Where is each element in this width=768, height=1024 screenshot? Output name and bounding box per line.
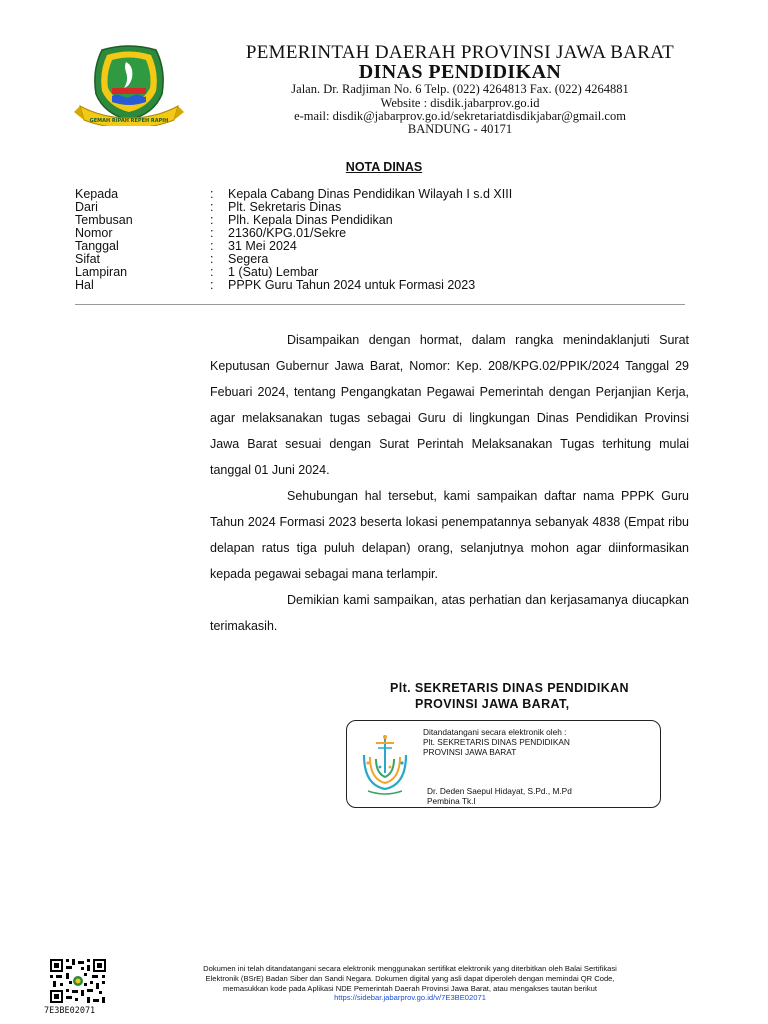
header-email: e-mail: disdik@jabarprov.go.id/sekretariatdisdikjabar@gmail.com	[294, 109, 626, 123]
header-city: BANDUNG - 40171	[407, 122, 513, 136]
verification-link[interactable]: https://sidebar.jabarprov.go.id/v/7E3BE02071	[334, 993, 486, 1002]
qr-code-id: 7E3BE02071	[44, 1006, 96, 1016]
header-address: Jalan. Dr. Radjiman No. 6 Telp. (022) 4264813 Fax. (022) 4264881	[291, 82, 629, 96]
field-value: Segera	[228, 252, 269, 266]
signatory-rank: Pembina Tk.I	[427, 796, 476, 806]
field-separator: :	[210, 278, 214, 292]
header-organization: PEMERINTAH DAERAH PROVINSI JAWA BARAT	[245, 42, 675, 63]
field-value: Plh. Kepala Dinas Pendidikan	[228, 213, 393, 227]
signature-title-line1: Plt. SEKRETARIS DINAS PENDIDIKAN	[390, 681, 629, 695]
body-paragraph-2: Sehubungan hal tersebut, kami sampaikan daftar nama PPPK Guru Tahun 2024 Formasi 2023 beserta lokasi penempatannya sebanyak 4838 (Empat ribu delapan ratus tiga puluh delapan) orang, selanjutnya mohon agar diinformasikan kepada pegawai sebagai mana terlampir.	[210, 489, 689, 581]
field-label: Tembusan	[75, 213, 133, 227]
signature-signed-by: Ditandatangani secara elektronik oleh :	[423, 727, 567, 737]
field-label: Nomor	[75, 226, 113, 240]
signatory-name: Dr. Deden Saepul Hidayat, S.Pd., M.Pd	[427, 786, 572, 796]
field-label: Tanggal	[75, 239, 119, 253]
field-value: PPPK Guru Tahun 2024 untuk Formasi 2023	[228, 278, 476, 292]
field-label: Sifat	[75, 252, 101, 266]
signature-position-line1: Plt. SEKRETARIS DINAS PENDIDIKAN	[423, 737, 570, 747]
field-separator: :	[210, 187, 214, 201]
signature-title-line2: PROVINSI JAWA BARAT,	[415, 697, 570, 711]
signature-position-line2: PROVINSI JAWA BARAT	[423, 747, 517, 757]
field-separator: :	[210, 252, 214, 266]
header-divider	[75, 304, 685, 305]
header-department: DINAS PENDIDIKAN	[358, 61, 562, 83]
field-label: Hal	[75, 278, 94, 292]
field-separator: :	[210, 200, 214, 214]
footer-disclaimer-line2: Elektronik (BSrE) Badan Siber dan Sandi Negara. Dokumen digital yang asli dapat diperoleh dengan memindai QR Code,	[205, 974, 615, 983]
footer-disclaimer-line1: Dokumen ini telah ditandatangani secara elektronik menggunakan sertifikat elektronik yang diterbitkan oleh Balai Sertifikasi	[203, 964, 617, 973]
field-value: 1 (Satu) Lembar	[228, 265, 319, 279]
field-value: 31 Mei 2024	[228, 239, 297, 253]
field-value: 21360/KPG.01/Sekre	[228, 226, 347, 240]
field-value: Plt. Sekretaris Dinas	[228, 200, 342, 214]
memo-title: NOTA DINAS	[345, 160, 423, 174]
west-java-coat-of-arms-icon	[74, 44, 184, 126]
field-separator: :	[210, 265, 214, 279]
field-separator: :	[210, 239, 214, 253]
logo-motto: GEMAH RIPAH REPEH RAPIH	[89, 118, 169, 124]
field-separator: :	[210, 226, 214, 240]
field-label: Lampiran	[75, 265, 128, 279]
bsre-logo-icon	[358, 733, 413, 798]
field-label: Dari	[75, 200, 98, 214]
footer-disclaimer-line3: memasukkan kode pada Aplikasi NDE Pemerintah Daerah Provinsi Jawa Barat, atau mengakses tautan berikut	[223, 984, 597, 993]
header-website: Website : disdik.jabarprov.go.id	[380, 96, 540, 110]
field-separator: :	[210, 213, 214, 227]
body-paragraph-1: Disampaikan dengan hormat, dalam rangka menindaklanjuti Surat Keputusan Gubernur Jawa Barat, Nomor: Kep. 208/KPG.02/PPIK/2024 Tanggal 29 Febuari 2024, tentang Pengangkatan Pegawai Pemerintah dengan Perjanjian Kerja, agar melaksanakan tugas sebagai Guru di lingkungan Dinas Pendidikan Provinsi Jawa Barat sesuai dengan Surat Perintah Melaksanakan Tugas terhitung mulai tanggal 01 Juni 2024.	[210, 333, 689, 477]
field-value: Kepala Cabang Dinas Pendidikan Wilayah I s.d XIII	[228, 187, 513, 201]
qr-code-icon	[48, 957, 108, 1005]
body-paragraph-3: Demikian kami sampaikan, atas perhatian dan kerjasamanya diucapkan terimakasih.	[210, 593, 689, 633]
field-label: Kepada	[75, 187, 119, 201]
